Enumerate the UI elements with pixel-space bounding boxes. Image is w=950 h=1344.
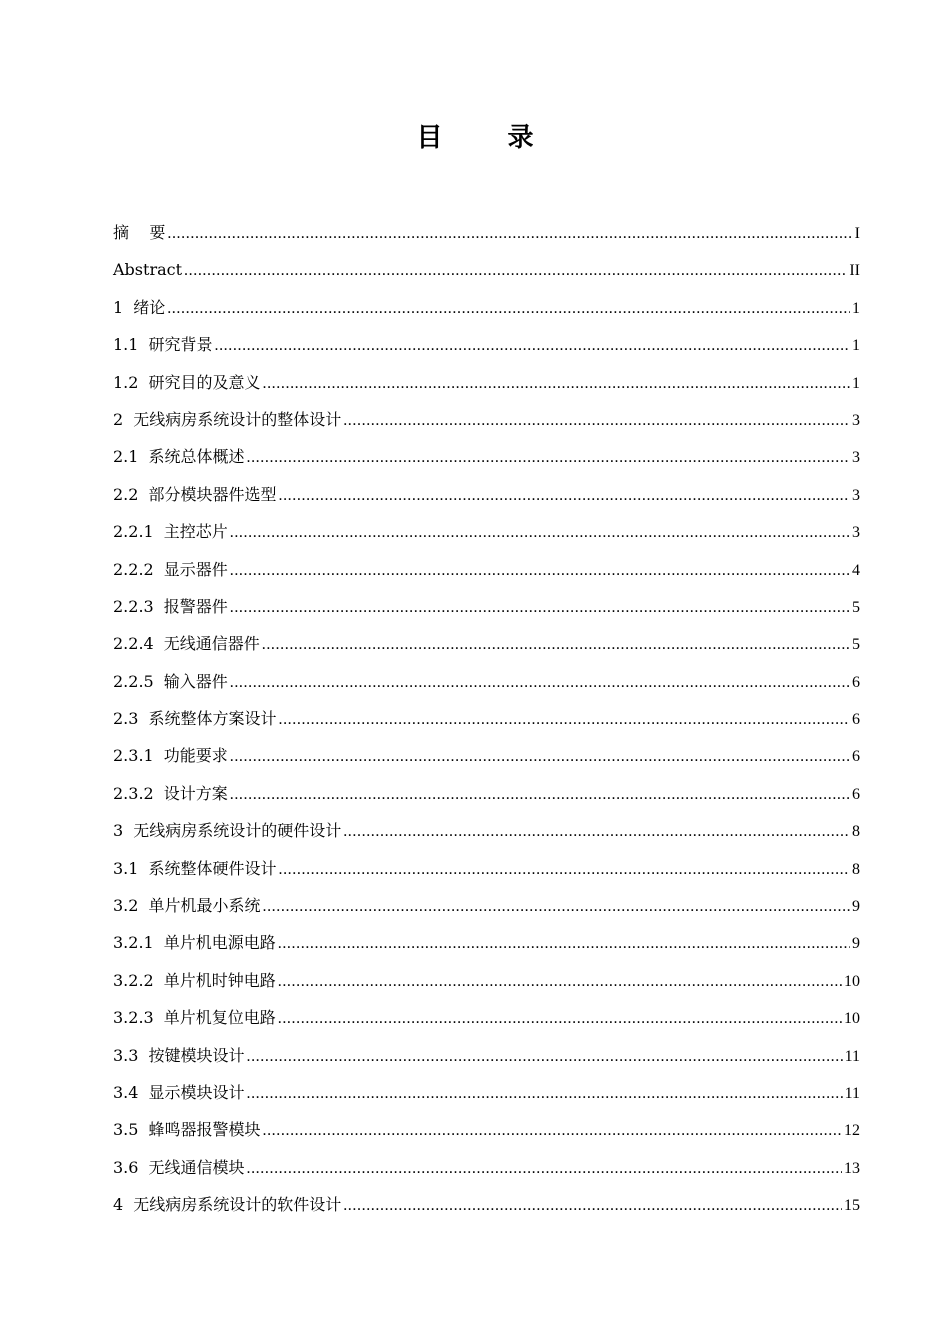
toc-entry-page: 10	[844, 972, 860, 990]
toc-entry-label	[113, 663, 228, 700]
toc-entry-number: 2.3	[113, 709, 139, 729]
toc-entry-title: 按键模块设计	[148, 1045, 245, 1065]
toc-dot-leader	[343, 402, 850, 439]
toc-entry-page: I	[854, 225, 860, 242]
toc-entry-label	[113, 1074, 244, 1111]
toc-entry-label	[113, 401, 341, 438]
toc-entry[interactable]	[113, 737, 860, 774]
toc-entry-page: 6	[852, 748, 860, 766]
toc-entry-number: 3.1	[113, 858, 139, 878]
toc-dot-leader	[246, 439, 850, 476]
toc-entry-label	[113, 1186, 341, 1223]
toc-dot-leader	[230, 664, 850, 701]
toc-entry-label	[113, 1037, 244, 1074]
toc-entry[interactable]	[113, 962, 860, 999]
toc-dot-leader	[246, 1150, 842, 1187]
toc-entry-label	[113, 962, 276, 999]
toc-entry-label	[113, 999, 276, 1036]
toc-entry-title: 系统总体概述	[148, 447, 245, 467]
toc-entry-title: 单片机最小系统	[148, 896, 261, 916]
toc-entry[interactable]	[113, 289, 860, 326]
toc-entry-title: 蜂鸣器报警模块	[148, 1120, 261, 1140]
toc-entry-number: 3.6	[113, 1157, 139, 1177]
toc-entry-number: 3	[113, 821, 124, 841]
toc-entry-label	[113, 625, 260, 662]
toc-entry-number: 2.3.2	[113, 783, 154, 803]
toc-entry[interactable]	[113, 812, 860, 849]
toc-entry-label	[113, 326, 212, 363]
toc-entry-page: 15	[844, 1197, 860, 1215]
table-of-contents	[113, 214, 860, 1224]
toc-entry[interactable]	[113, 251, 860, 288]
toc-entry-page: 12	[844, 1122, 860, 1140]
toc-dot-leader	[246, 1075, 842, 1112]
toc-entry-number: 2	[113, 409, 124, 429]
toc-entry-page: 1	[852, 299, 860, 317]
toc-entry-title: 设计方案	[163, 783, 228, 803]
toc-entry[interactable]	[113, 775, 860, 812]
toc-entry-label	[113, 476, 276, 513]
toc-entry-title: 无线病房系统设计的整体设计	[133, 409, 342, 429]
toc-entry[interactable]	[113, 663, 860, 700]
toc-entry-label	[113, 775, 228, 812]
toc-entry-label	[113, 214, 165, 251]
toc-entry[interactable]	[113, 1111, 860, 1148]
toc-entry-label	[113, 850, 276, 887]
toc-entry-page: II	[849, 262, 860, 280]
toc-entry[interactable]	[113, 513, 860, 550]
toc-entry-number: 2.1	[113, 447, 139, 467]
toc-entry[interactable]	[113, 401, 860, 438]
toc-entry-title: 系统整体硬件设计	[148, 858, 277, 878]
toc-entry[interactable]	[113, 850, 860, 887]
toc-dot-leader	[278, 477, 850, 514]
toc-entry-page: 8	[852, 823, 860, 841]
toc-entry-label	[113, 588, 228, 625]
toc-entry-page: 3	[852, 449, 860, 467]
toc-dot-leader	[262, 626, 850, 663]
toc-entry-page: 3	[852, 486, 860, 504]
toc-dot-leader	[184, 252, 847, 289]
toc-entry-page: 9	[852, 935, 860, 953]
toc-entry[interactable]	[113, 1074, 860, 1111]
toc-entry[interactable]	[113, 214, 860, 251]
toc-entry-title: 无线病房系统设计的软件设计	[133, 1195, 342, 1215]
toc-entry-label	[113, 887, 260, 924]
toc-entry-title: 摘 要	[113, 223, 166, 242]
toc-entry-title: 无线病房系统设计的硬件设计	[133, 821, 342, 841]
toc-entry[interactable]	[113, 700, 860, 737]
toc-entry-number: 1	[113, 297, 124, 317]
toc-entry-page: 9	[852, 898, 860, 916]
toc-entry-title: 报警器件	[163, 596, 228, 616]
toc-entry-number: 2.2.3	[113, 596, 154, 616]
toc-entry[interactable]	[113, 625, 860, 662]
toc-dot-leader	[167, 215, 852, 252]
toc-entry[interactable]	[113, 438, 860, 475]
toc-dot-leader	[246, 1038, 842, 1075]
toc-entry[interactable]	[113, 999, 860, 1036]
toc-entry-label	[113, 1149, 244, 1186]
toc-entry-page: 6	[852, 711, 860, 729]
toc-entry[interactable]	[113, 364, 860, 401]
toc-entry-title: 输入器件	[163, 671, 228, 691]
toc-entry-number: 3.2.3	[113, 1008, 154, 1028]
toc-entry-title: 无线通信器件	[163, 634, 260, 654]
toc-entry-label	[113, 251, 182, 288]
toc-dot-leader	[262, 888, 850, 925]
toc-entry-title: 系统整体方案设计	[148, 709, 277, 729]
toc-entry[interactable]	[113, 924, 860, 961]
toc-dot-leader	[230, 514, 850, 551]
toc-entry-page: 1	[852, 337, 860, 355]
toc-entry-page: 6	[852, 673, 860, 691]
page-title: 目 录	[416, 123, 562, 153]
toc-entry-label	[113, 289, 165, 326]
toc-entry-number: 3.5	[113, 1120, 139, 1140]
toc-entry-page: 11	[844, 1047, 860, 1065]
toc-entry-number: 2.2.2	[113, 559, 154, 579]
toc-entry-number: 3.2	[113, 896, 139, 916]
toc-entry[interactable]	[113, 1037, 860, 1074]
toc-entry-label	[113, 737, 228, 774]
toc-dot-leader	[343, 813, 850, 850]
toc-entry-title: 单片机电源电路	[163, 933, 276, 953]
toc-entry-number: 1.1	[113, 335, 139, 355]
toc-entry-number: 3.2.1	[113, 933, 154, 953]
toc-entry-page: 13	[844, 1159, 860, 1177]
toc-dot-leader	[278, 963, 842, 1000]
toc-dot-leader	[230, 552, 850, 589]
toc-entry-number: 2.2	[113, 484, 139, 504]
toc-entry-label	[113, 513, 228, 550]
toc-dot-leader	[262, 1112, 842, 1149]
toc-dot-leader	[278, 925, 850, 962]
toc-entry-page: 8	[852, 860, 860, 878]
toc-entry-title: 显示器件	[163, 559, 228, 579]
toc-entry-number: 2.3.1	[113, 746, 154, 766]
toc-entry[interactable]	[113, 326, 860, 363]
toc-entry-title: 单片机时钟电路	[163, 970, 276, 990]
toc-entry-number: 2.2.5	[113, 671, 154, 691]
toc-entry-label	[113, 812, 341, 849]
toc-entry-page: 3	[852, 524, 860, 542]
toc-entry-page: 1	[852, 374, 860, 392]
toc-entry-title: 主控芯片	[163, 522, 228, 542]
toc-entry[interactable]	[113, 476, 860, 513]
toc-entry[interactable]	[113, 1186, 860, 1223]
toc-entry[interactable]	[113, 588, 860, 625]
toc-dot-leader	[167, 290, 850, 327]
toc-entry-page: 10	[844, 1010, 860, 1028]
toc-entry-label	[113, 1111, 260, 1148]
toc-entry-label	[113, 438, 244, 475]
toc-dot-leader	[278, 1000, 842, 1037]
toc-entry[interactable]	[113, 887, 860, 924]
toc-dot-leader	[262, 365, 850, 402]
toc-dot-leader	[343, 1187, 842, 1224]
toc-entry-title: 部分模块器件选型	[148, 484, 277, 504]
toc-entry-page: 6	[852, 785, 860, 803]
toc-entry-number: 2.2.4	[113, 634, 154, 654]
toc-entry-number: 1.2	[113, 372, 139, 392]
toc-entry-title: 研究目的及意义	[148, 372, 261, 392]
toc-dot-leader	[230, 738, 850, 775]
toc-entry-title: 功能要求	[163, 746, 228, 766]
toc-entry[interactable]	[113, 551, 860, 588]
toc-entry-number: 3.2.2	[113, 970, 154, 990]
toc-entry-page: 11	[844, 1084, 860, 1102]
toc-entry-number: 2.2.1	[113, 522, 154, 542]
toc-entry-number: 3.4	[113, 1082, 139, 1102]
toc-entry-label	[113, 924, 276, 961]
toc-entry-title: 显示模块设计	[148, 1082, 245, 1102]
toc-dot-leader	[278, 701, 850, 738]
toc-entry-number: 4	[113, 1195, 124, 1215]
toc-entry-title: 研究背景	[148, 335, 213, 355]
toc-entry-title: 无线通信模块	[148, 1157, 245, 1177]
toc-entry-label	[113, 700, 276, 737]
toc-entry-title: Abstract	[113, 260, 183, 280]
toc-entry-page: 5	[852, 598, 860, 616]
toc-entry-page: 4	[852, 561, 860, 579]
toc-entry[interactable]	[113, 1149, 860, 1186]
toc-entry-label	[113, 551, 228, 588]
toc-dot-leader	[214, 327, 850, 364]
toc-dot-leader	[278, 851, 850, 888]
toc-entry-page: 5	[852, 636, 860, 654]
toc-entry-page: 3	[852, 411, 860, 429]
toc-entry-title: 单片机复位电路	[163, 1008, 276, 1028]
toc-dot-leader	[230, 776, 850, 813]
toc-entry-title: 绪论	[133, 297, 166, 317]
toc-entry-number: 3.3	[113, 1045, 139, 1065]
toc-entry-label	[113, 364, 260, 401]
toc-dot-leader	[230, 589, 850, 626]
